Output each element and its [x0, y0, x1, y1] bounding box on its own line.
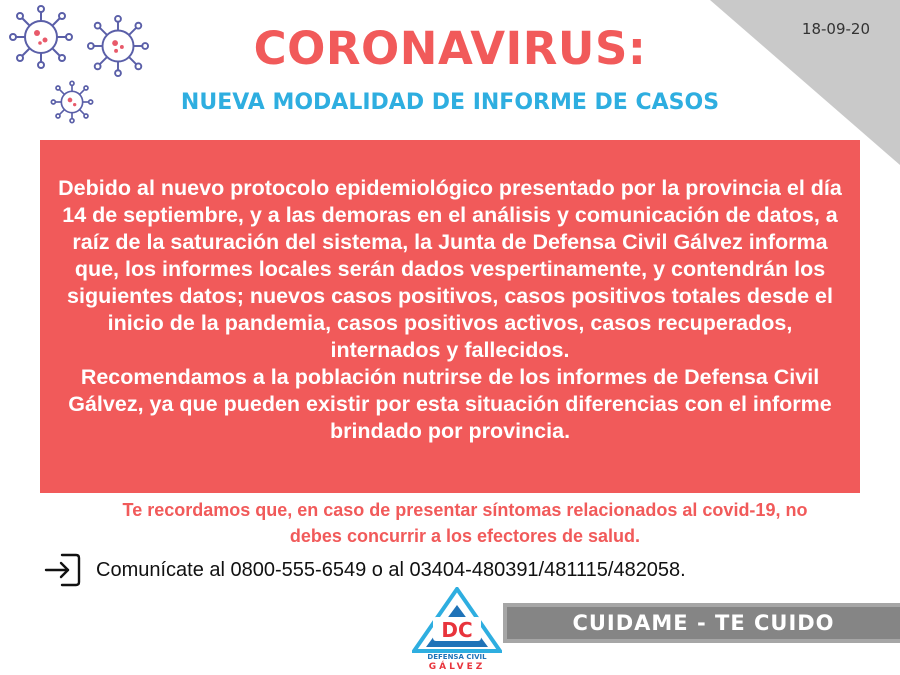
slogan-text: CUIDAME - TE CUIDO	[507, 607, 900, 639]
logo-initials: DC	[441, 618, 473, 642]
sign-in-icon	[42, 549, 84, 591]
date-label: 18-09-20	[801, 20, 870, 38]
reminder-text: Te recordamos que, en caso de presentar síntomas relacionados al covid-19, no debes concurrir a los efectores de salud.	[122, 500, 808, 546]
slogan-bar	[503, 603, 900, 643]
contact-phone-text: Comunícate al 0800-555-6549 o al 03404-480391/481115/482058.	[96, 558, 686, 581]
logo-caption-line-2: GÁLVEZ	[428, 662, 486, 672]
contact-row	[42, 548, 686, 592]
defensa-civil-logo	[412, 587, 502, 675]
notice-paragraph: Recomendamos a la población nutrirse de los informes de Defensa Civil Gálvez, ya que pueden existir por esta situación diferencias con el informe brindado por provincia.	[68, 365, 832, 443]
page-subtitle: NUEVA MODALIDAD DE INFORME DE CASOS	[180, 90, 720, 115]
notice-box	[40, 140, 860, 493]
page-title: CORONAVIRUS:	[253, 22, 647, 75]
notice-paragraph: Debido al nuevo protocolo epidemiológico presentado por la provincia el día 14 de septiembre, y a las demoras en el análisis y comunicación de datos, a raíz de la saturación del sistema, la Junta de Defensa Civil Gálvez informa que, los informes locales serán dados vespertinamente, y contendrán los siguientes datos; nuevos casos positivos, casos positivos totales desde el inicio de la pandemia, casos positivos activos, casos recuperados, internados y fallecidos.	[58, 176, 842, 362]
logo-caption-line-1: DEFENSA CIVIL	[427, 653, 487, 661]
